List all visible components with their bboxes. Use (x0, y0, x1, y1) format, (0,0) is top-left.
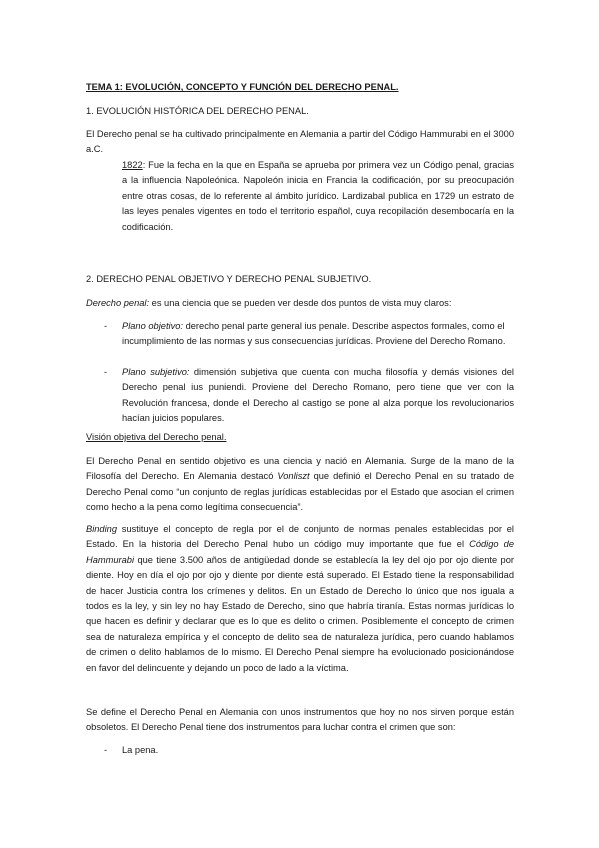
intro-text: es una ciencia que se pueden ver desde dos puntos de vista muy claros: (149, 298, 452, 308)
bullet-dash: - (104, 745, 108, 755)
text: El Derecho Penal en sentido objetivo es una ciencia y nació en Alemania. Surge de la mano de la Filosofía del Derecho. En Alemania destacó (86, 456, 514, 482)
name-binding: Binding (86, 524, 118, 534)
paragraph-binding (86, 522, 514, 676)
bullet-term: Plano subjetivo: (122, 367, 190, 377)
section-2-heading: 2. DERECHO PENAL OBJETIVO Y DERECHO PENAL SUBJETIVO. (86, 274, 372, 284)
bullet-text: derecho penal parte general ius penale. Describe aspectos formales, como el incumplimiento de las normas y sus consecuencias jurídicas. Proviene del Derecho Romano. (122, 321, 506, 347)
codigo-hammurabi: Código de Hammurabi (86, 539, 514, 565)
paragraph-vonliszt (86, 454, 514, 516)
bullet-la-pena: La pena. (122, 745, 159, 755)
text: que definió el Derecho Penal en su tratado de Derecho Penal como “un conjunto de reglas jurídicas establecidas por el Estado que asocian el crimen como hecho a la pena como legítima consecuencia”. (86, 471, 514, 513)
section-1-paragraph: El Derecho penal se ha cultivado principalmente en Alemania a partir del Código Hammurabi en el 3000 a.C. (86, 129, 514, 155)
bullet-dash: - (104, 367, 108, 377)
bullet-dash: - (104, 321, 108, 331)
text: sustituye el concepto de regla por el de conjunto de normas penales establecidas por el Estado. En la historia del Derecho Penal hubo un código muy importante que fue el (86, 524, 514, 550)
bullet-plano-objetivo (122, 319, 514, 350)
quote-year: 1822 (122, 160, 143, 170)
text: que tiene 3.500 años de antigüedad donde se establecía la ley del ojo por ojo diente por diente. Hoy en día el ojo por ojo y diente por diente está superado. El Estado tiene la responsabilidad de hacer Justicia contra los crímenes y delitos. En un Estado de Derecho lo único que nos iguala a todos es la ley, y sin ley no hay Estado de Derecho, sino que habría tiranía. Estas normas jurídicas lo que hacen es definir y declarar que es lo que es delito o crimen. Posiblemente el concepto de crimen sea de naturaleza empírica y el concepto de delito sea de naturaleza jurídica, pero cuando hablamos de crimen o delito hablamos de lo mismo. El Derecho Penal siempre ha evolucionado posicionándose en favor del delincuente y dejando un poco de lado a la víctima. (86, 554, 514, 673)
intro-term: Derecho penal: (86, 298, 150, 308)
paragraph-instrumentos: Se define el Derecho Penal en Alemania con unos instrumentos que hoy no nos sirven porque están obsoletos. El Derecho Penal tiene dos instrumentos para luchar contra el crimen que son: (86, 707, 514, 733)
bullet-plano-subjetivo (122, 365, 514, 427)
bullet-text: dimensión subjetiva que cuenta con mucha filosofía y demás visiones del Derecho penal ius puniendi. Proviene del Derecho Romano, pero tiene que ver con la Revolución francesa, donde el Derecho al castigo se pone al alza porque los revolucionarios hacían juicios populares. (122, 367, 514, 424)
subheading-vision-objetiva: Visión objetiva del Derecho penal. (86, 432, 227, 442)
section-1-heading: 1. EVOLUCIÓN HISTÓRICA DEL DERECHO PENAL. (86, 106, 309, 116)
bullet-term: Plano objetivo: (122, 321, 183, 331)
section-1-quote (122, 158, 514, 235)
quote-text: : Fue la fecha en la que en España se aprueba por primera vez un Código penal, gracias a la influencia Napoleónica. Napoleón inicia en Francia la codificación, por su preocupación entre otras cosas, de lo referente al ámbito jurídico. Lardizabal publica en 1729 un estrato de las leyes penales vigentes en todo el territorio español, cuya recopilación desembocaría en la codificación. (122, 160, 514, 232)
document-title: TEMA 1: EVOLUCIÓN, CONCEPTO Y FUNCIÓN DEL DERECHO PENAL. (86, 82, 399, 92)
section-2-intro (86, 296, 514, 311)
name-vonliszt: Vonliszt (277, 471, 310, 482)
